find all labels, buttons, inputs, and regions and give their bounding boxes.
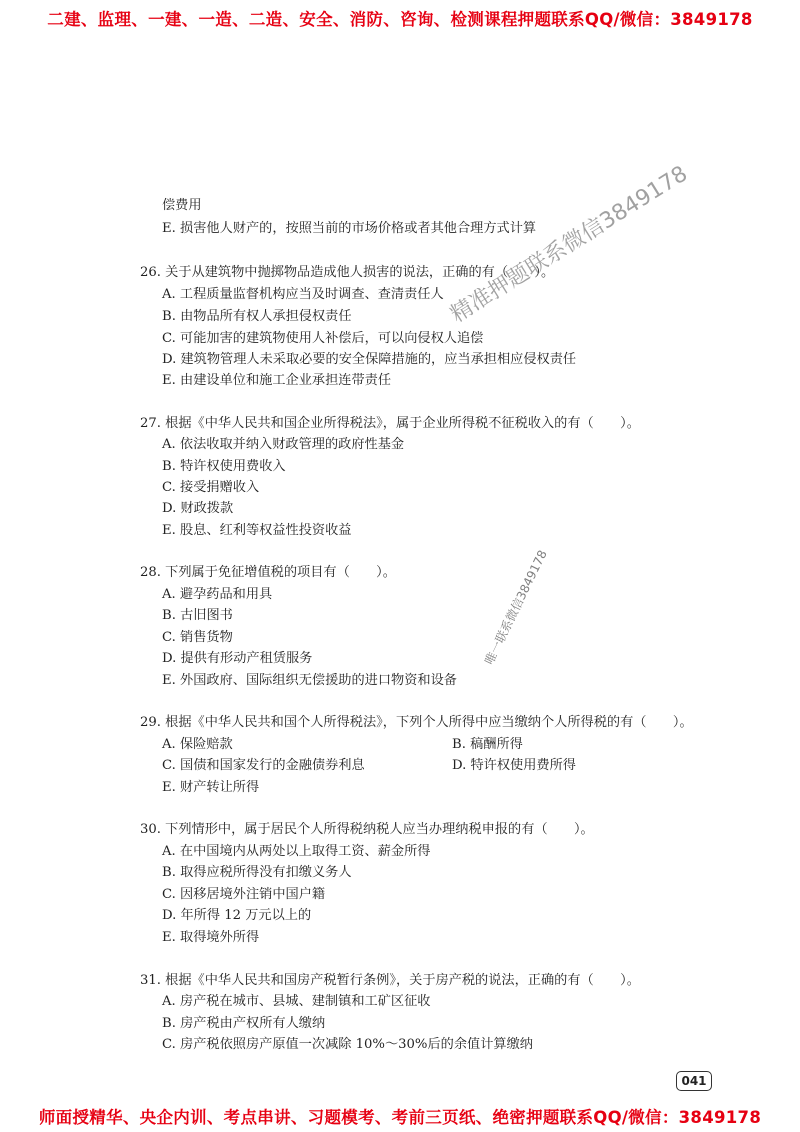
q26-option-e: E. 由建设单位和施工企业承担连带责任 [162, 373, 392, 388]
q30-option-e: E. 取得境外所得 [162, 930, 260, 945]
q31-option-b: B. 房产税由产权所有人缴纳 [162, 1016, 326, 1031]
q25-option-e: E. 损害他人财产的，按照当前的市场价格或者其他合理方式计算 [162, 221, 537, 236]
small-watermark: 唯一联系微信3849178 [482, 547, 550, 667]
q29-option-e: E. 财产转让所得 [162, 780, 260, 795]
q31-option-c: C. 房产税依照房产原值一次减除 10%～30%后的余值计算缴纳 [162, 1037, 533, 1052]
q27-option-b: B. 特许权使用费收入 [162, 459, 286, 474]
q30-option-d: D. 年所得 12 万元以上的 [162, 908, 312, 923]
q28-option-e: E. 外国政府、国际组织无偿援助的进口物资和设备 [162, 673, 457, 688]
question-30-stem: 30. 下列情形中，属于居民个人所得税纳税人应当办理纳税申报的有（ ）。 [140, 822, 594, 837]
q30-option-c: C. 因移居境外注销中国户籍 [162, 887, 326, 902]
q26-option-d: D. 建筑物管理人未采取必要的安全保障措施的，应当承担相应侵权责任 [162, 352, 577, 367]
question-29-stem: 29. 根据《中华人民共和国个人所得税法》，下列个人所得中应当缴纳个人所得税的有（ ）。 [140, 715, 693, 730]
question-28-stem: 28. 下列属于免征增值税的项目有（ ）。 [140, 565, 396, 580]
q29-option-b: B. 稿酬所得 [452, 737, 523, 752]
q29-option-d: D. 特许权使用费所得 [452, 758, 576, 773]
q27-option-a: A. 依法收取并纳入财政管理的政府性基金 [162, 437, 405, 452]
q26-option-c: C. 可能加害的建筑物使用人补偿后，可以向侵权人追偿 [162, 331, 484, 346]
q28-option-b: B. 古旧图书 [162, 608, 233, 623]
q28-option-c: C. 销售货物 [162, 630, 233, 645]
q27-option-e: E. 股息、红利等权益性投资收益 [162, 523, 352, 538]
q27-option-c: C. 接受捐赠收入 [162, 480, 260, 495]
q30-option-b: B. 取得应税所得没有扣缴义务人 [162, 865, 352, 880]
q29-option-c: C. 国债和国家发行的金融债券利息 [162, 758, 365, 773]
diagonal-watermark: 精准押题联系微信3849178 [446, 161, 693, 328]
q30-option-a: A. 在中国境内从两处以上取得工资、薪金所得 [162, 844, 431, 859]
q26-option-b: B. 由物品所有权人承担侵权责任 [162, 309, 352, 324]
q26-option-a: A. 工程质量监督机构应当及时调查、查清责任人 [162, 287, 444, 302]
bottom-ad-banner: 师面授精华、央企内训、考点串讲、习题模考、考前三页纸、绝密押题联系QQ/微信：3849178 [38, 1108, 762, 1127]
question-31-stem: 31. 根据《中华人民共和国房产税暂行条例》，关于房产税的说法，正确的有（ ）。 [140, 973, 640, 988]
q31-option-a: A. 房产税在城市、县城、建制镇和工矿区征收 [162, 994, 431, 1009]
q29-option-a: A. 保险赔款 [162, 737, 233, 752]
q27-option-d: D. 财政拨款 [162, 501, 234, 516]
question-26-stem: 26. 关于从建筑物中抛掷物品造成他人损害的说法，正确的有（ ）。 [140, 265, 555, 280]
q28-option-a: A. 避孕药品和用具 [162, 587, 273, 602]
question-27-stem: 27. 根据《中华人民共和国企业所得税法》，属于企业所得税不征税收入的有（ ）。 [140, 416, 640, 431]
option-continuation: 偿费用 [162, 198, 202, 213]
top-ad-banner: 二建、监理、一建、一造、二造、安全、消防、咨询、检测课程押题联系QQ/微信：3849178 [47, 10, 753, 29]
page-number: 041 [676, 1071, 712, 1091]
q28-option-d: D. 提供有形动产租赁服务 [162, 651, 313, 666]
